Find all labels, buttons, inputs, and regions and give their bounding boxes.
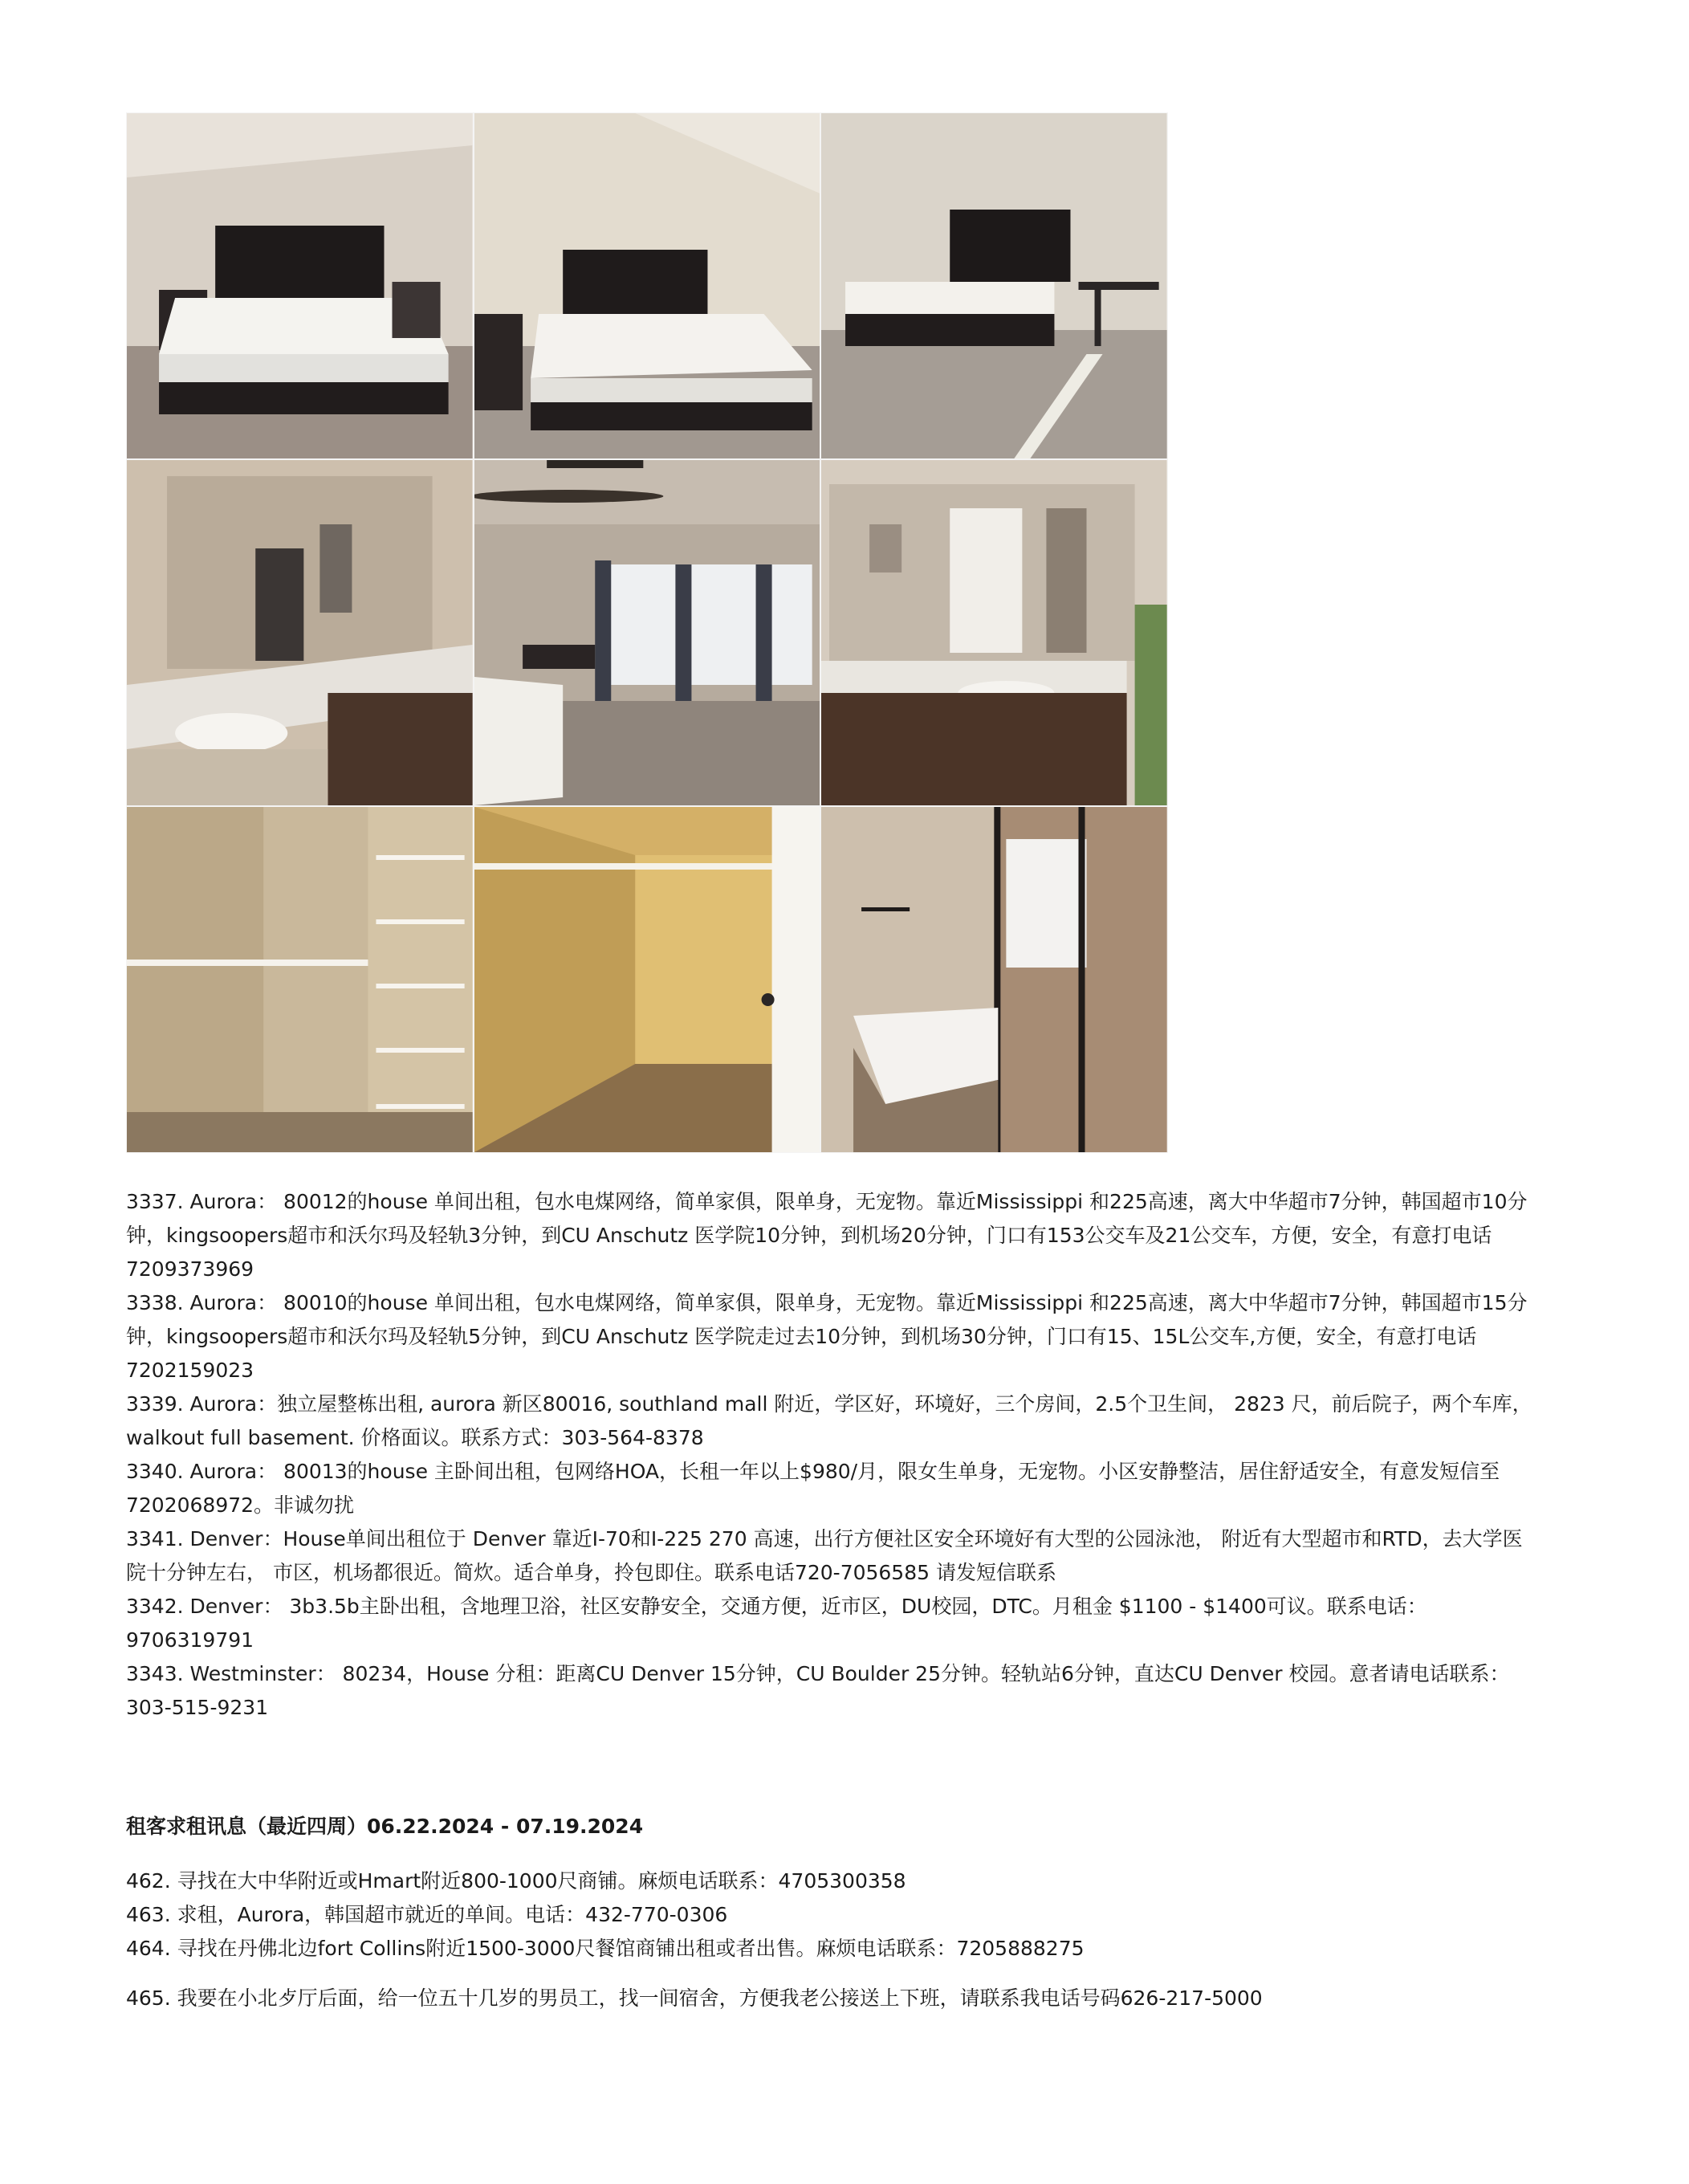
listing-item: 3343. Westminster： 80234，House 分租：距离CU Denver 15分钟，CU Boulder 25分钟。轻轨站6分钟，直达CU Denver 校园。意者请电话联系：303-515-9231 <box>126 1662 1510 1719</box>
bedroom-window-photo <box>474 459 821 806</box>
walk-in-closet-photo <box>126 806 474 1153</box>
request-item: 462. 寻找在大中华附近或Hmart附近800-1000尺商铺。麻烦电话联系：4705300358 <box>126 1869 906 1893</box>
bathroom-vanity-photo <box>126 459 474 806</box>
walk-in-closet-photo <box>474 806 821 1153</box>
bedroom-bed-photo <box>126 112 474 459</box>
bedroom-desk-photo <box>820 112 1168 459</box>
listing-item: 3338. Aurora： 80010的house 单间出租，包水电煤网络，简单家俱，限单身，无宠物。靠近Mississippi 和225高速，离大中华超市7分钟，韩国超市15分钟，kingsoopers超市和沃尔玛及轻轨5分钟，到CU Anschutz 医学院走过去10分钟，到机场30分钟，门口有15、15L公交车,方便，安全，有意打电话7202159023 <box>126 1291 1528 1382</box>
request-item: 464. 寻找在丹佛北边fort Collins附近1500-3000尺餐馆商铺出租或者出售。麻烦电话联系：7205888275 <box>126 1937 1085 1960</box>
request-item: 463. 求租，Aurora，韩国超市就近的单间。电话：432-770-0306 <box>126 1903 728 1926</box>
request-item: 465. 我要在小北歺厅后面，给一位五十几岁的男员工，找一间宿舍，方便我老公接送上下班，请联系我电话号码626-217-5000 <box>126 1986 1263 2010</box>
listing-photo-grid <box>126 112 1168 1153</box>
requests-heading: 租客求租讯息（最近四周）06.22.2024 - 07.19.2024 <box>126 1815 644 1838</box>
listing-item: 3339. Aurora：独立屋整栋出租, aurora 新区80016, southland mall 附近，学区好，环境好，三个房间，2.5个卫生间， 2823 尺，前后院子，两个车库，walkout full basement. 价格面议。联系方式：303-564-8378 <box>126 1392 1532 1449</box>
bedroom-bed-photo <box>474 112 821 459</box>
listing-item: 3342. Denver： 3b3.5b主卧出租，含地理卫浴，社区安静安全，交通方便，近市区，DU校园，DTC。月租金 $1100 - $1400可议。联系电话：9706319791 <box>126 1595 1427 1652</box>
listing-item: 3340. Aurora： 80013的house 主卧间出租，包网络HOA，长租一年以上$980/月，限女生单身，无宠物。小区安静整洁，居住舒适安全，有意发短信至7202068972。非诚勿扰 <box>126 1460 1500 1517</box>
bathroom-mirror-photo <box>820 459 1168 806</box>
bathtub-photo <box>820 806 1168 1153</box>
rental-requests <box>126 1864 1539 2015</box>
listing-item: 3341. Denver：House单间出租位于 Denver 靠近I-70和I-225 270 高速，出行方便社区安全环境好有大型的公园泳池， 附近有大型超市和RTD，去大学医院十分钟左右， 市区，机场都很近。简炊。适合单身，拎包即住。联系电话720-7056585 请发短信联系 <box>126 1527 1523 1584</box>
rental-listings <box>126 1185 1539 1725</box>
listing-item: 3337. Aurora： 80012的house 单间出租，包水电煤网络，简单家俱，限单身，无宠物。靠近Mississippi 和225高速，离大中华超市7分钟，韩国超市10分钟，kingsoopers超市和沃尔玛及轻轨3分钟，到CU Anschutz 医学院10分钟，到机场20分钟，门口有153公交车及21公交车，方便，安全，有意打电话7209373969 <box>126 1190 1528 1281</box>
